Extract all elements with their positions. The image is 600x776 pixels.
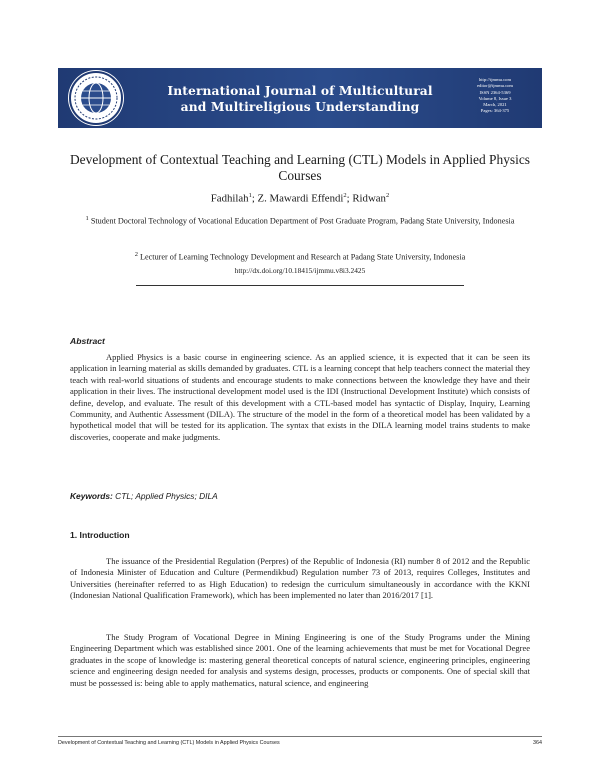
introduction-paragraph-2: The Study Program of Vocational Degree in Mining Engineering is one of the Study Programs under the Mining Engineering Department which was established since 2001. One of the learning achievements that must be met for Vocational Degree graduates in the scope of knowledge is: mastering general theoretical concepts of natural science, engineering principles, engineering science and engineering design needed for analysis and systems design, processes, products or components. One of special skill that must be possessed is: being able to apply mathematics, natural science, and engineering xyxy=(70,632,530,688)
journal-meta xyxy=(466,77,524,115)
journal-date: March, 2021 xyxy=(483,102,507,108)
footer-running-title: Development of Contextual Teaching and Learning (CTL) Models in Applied Physics Courses xyxy=(58,740,280,746)
doi-link[interactable]: http://dx.doi.org/10.18415/ijmmu.v8i3.2425 xyxy=(234,266,366,275)
affiliation-2 xyxy=(78,249,522,264)
author-affiliation-mark: 2 xyxy=(343,192,347,199)
journal-logo-icon xyxy=(68,70,124,126)
journal-title-line2: and Multireligious Understanding xyxy=(180,99,420,114)
abstract-heading: Abstract xyxy=(70,336,105,346)
journal-email[interactable]: editor@ijmmu.com xyxy=(477,83,513,89)
author-affiliation-mark: 1 xyxy=(248,192,252,199)
paper-title: Development of Contextual Teaching and Learning (CTL) Models in Applied Physics Courses xyxy=(70,152,530,183)
affiliation-text: Student Doctoral Technology of Vocational Education Department of Post Graduate Program, Padang State University, Indonesia xyxy=(88,216,515,226)
keywords-label: Keywords: xyxy=(70,491,113,501)
introduction-paragraph-1: The issuance of the Presidential Regulation (Perpres) of the Republic of Indonesia (RI) number 8 of 2012 and the Republic of Indonesia Minister of Education and Culture (Permendikbud) Regulation number 73 of 2013, requires Colleges, Institutes and Universities (hereinafter referred to as High Education) to redesign the curriculum simultaneously in accordance with the KKNI (Indonesian National Qualification Framework), which has been implemented no later than 2016/2017 [1]. xyxy=(70,556,530,601)
title-divider xyxy=(136,285,464,286)
globe-seal-icon xyxy=(68,70,124,126)
introduction-heading: 1. Introduction xyxy=(70,530,130,540)
keywords-line xyxy=(70,491,530,501)
footer-divider xyxy=(58,736,542,737)
author-name: Z. Mawardi Effendi xyxy=(257,192,344,205)
author-name: Fadhilah xyxy=(210,192,249,205)
journal-pages: Pages: 364-375 xyxy=(480,108,510,114)
author-affiliation-mark: 2 xyxy=(385,192,390,199)
author-list: Fadhilah$^1$; Z. Mawardi Effendi$^2$; Ridwan$^2$ xyxy=(210,192,390,205)
affiliation-1 xyxy=(78,213,522,228)
affiliation-mark: 1 xyxy=(85,215,89,222)
journal-title-line1: International Journal of Multicultural xyxy=(167,83,433,98)
author-name: Ridwan xyxy=(352,192,386,205)
keywords-value: CTL; Applied Physics; DILA xyxy=(112,491,218,501)
affiliation-text: Lecturer of Learning Technology Development and Research at Padang State University, Indonesia xyxy=(137,252,466,262)
abstract-text: Applied Physics is a basic course in engineering science. As an applied science, it is expected that it can be seen its application in learning material as skills demanded by graduates. CTL is a learning concept that help teachers connect the material they teach with real-world situations of students and encourage students to make connections between the knowledge they have and their application in their lives. The instructional development model used is the IDI (Instructional Development Institute) which consists of define, develop, and evaluate. The result of this development with a CTL-based model has syntactic of Display, Inquiry, Learning Community, and Authentic Assessment (DILA). The structure of the model in the form of a theoretical model has been validated by a hypothetical model that will be tested for its application. The syntax that exists in the DILA learning model trains students to make discoveries, cooperate and make judgments. xyxy=(70,352,530,442)
journal-title xyxy=(150,83,450,115)
affiliation-mark: 2 xyxy=(134,251,138,258)
footer-page-number: 364 xyxy=(533,740,542,746)
journal-issn: ISSN 2364-5369 xyxy=(479,89,511,95)
journal-volume: Volume 8, Issue 3 xyxy=(478,95,512,101)
journal-url[interactable]: http://ijmmu.com xyxy=(478,77,512,82)
